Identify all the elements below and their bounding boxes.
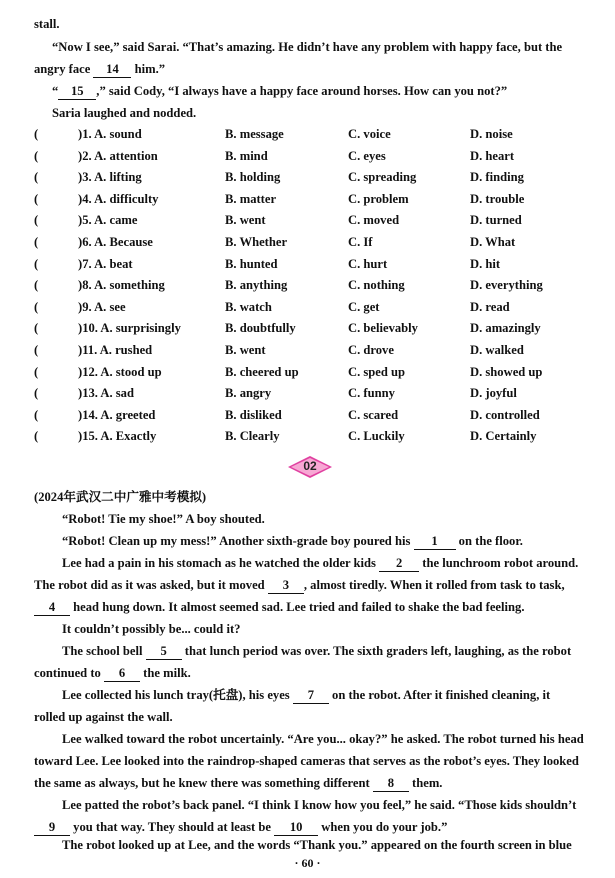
question-row [34, 365, 594, 381]
option-d: D. controlled [470, 407, 540, 422]
question-paren: ( [34, 364, 39, 379]
option-b: B. Clearly [225, 429, 280, 444]
question-row [34, 127, 594, 143]
section-number: 02 [303, 459, 317, 473]
blank-1: 1 [414, 533, 456, 550]
option-c: C. believably [348, 321, 418, 336]
question-paren: ( [34, 321, 39, 336]
question-row [34, 321, 594, 337]
question-paren: ( [34, 170, 39, 185]
question-paren: ( [34, 256, 39, 271]
option-b: B. cheered up [225, 364, 299, 379]
option-a: )14. A. greeted [78, 407, 156, 422]
passage-line: It couldn’t possibly be... could it? [62, 622, 241, 636]
question-paren: ( [34, 148, 39, 163]
option-a: )13. A. sad [78, 386, 134, 401]
option-b: B. mind [225, 148, 268, 163]
blank-5: 5 [146, 643, 182, 660]
question-row [34, 429, 594, 445]
option-d: D. trouble [470, 191, 525, 206]
question-row [34, 278, 594, 294]
option-c: C. moved [348, 213, 400, 228]
question-paren: ( [34, 213, 39, 228]
blank-7: 7 [293, 687, 329, 704]
passage-line: stall. [34, 17, 60, 31]
option-d: D. finding [470, 170, 524, 185]
passage-line: Lee patted the robot’s back panel. “I think I know how you feel,” he said. “Those kids shouldn’t [62, 798, 577, 812]
passage-line: continued to 6 the milk. [34, 666, 191, 680]
option-a: )12. A. stood up [78, 364, 162, 379]
question-row [34, 386, 594, 402]
question-row [34, 192, 594, 208]
source-label: (2024年武汉二中广雅中考模拟) [34, 490, 207, 504]
question-paren: ( [34, 299, 39, 314]
question-row [34, 235, 594, 251]
option-c: C. voice [348, 127, 391, 141]
blank-9: 9 [34, 819, 70, 836]
option-c: C. hurt [348, 256, 388, 271]
option-a: )5. A. came [78, 213, 138, 228]
option-b: B. message [225, 127, 284, 141]
passage-line: The robot looked up at Lee, and the words “Thank you.” appeared on the fourth screen in blue [62, 838, 572, 852]
blank-8: 8 [373, 775, 409, 792]
question-paren: ( [34, 191, 39, 206]
option-d: D. joyful [470, 386, 517, 401]
option-a: )1. A. sound [78, 127, 142, 141]
question-row [34, 257, 594, 273]
option-a: )11. A. rushed [78, 343, 153, 357]
option-c: C. If [348, 235, 373, 249]
question-row [34, 408, 594, 424]
page-number: · 60 · [294, 856, 321, 870]
blank-14: 14 [93, 61, 131, 78]
option-c: C. funny [348, 386, 395, 401]
option-c: C. eyes [348, 148, 386, 163]
passage-line: rolled up against the wall. [34, 710, 173, 724]
passage-line: 4 head hung down. It almost seemed sad. Lee tried and failed to shake the bad feeling. [34, 599, 524, 616]
option-d: D. Certainly [470, 429, 537, 444]
question-row [34, 149, 594, 165]
question-paren: ( [34, 235, 39, 249]
option-a: )4. A. difficulty [78, 191, 159, 206]
passage-line: “Robot! Tie my shoe!” A boy shouted. [62, 512, 265, 526]
question-paren: ( [34, 407, 39, 422]
question-row [34, 300, 594, 316]
question-paren: ( [34, 127, 39, 141]
blank-15: 15 [58, 83, 96, 100]
passage-line: “Now I see,” said Sarai. “That’s amazing. He didn’t have any problem with happy face, but the [52, 40, 563, 54]
option-b: B. holding [225, 170, 281, 185]
option-d: D. showed up [470, 364, 543, 379]
option-c: C. problem [348, 191, 409, 206]
option-d: D. turned [470, 213, 522, 228]
option-a: )9. A. see [78, 299, 126, 314]
blank-10: 10 [274, 819, 318, 836]
passage-line: the same as always, but he knew there was something different 8 them. [34, 776, 443, 790]
passage-line: Lee walked toward the robot uncertainly. “Are you... okay?” he asked. The robot turned his head [62, 732, 584, 746]
option-a: )6. A. Because [78, 235, 153, 249]
option-c: C. Luckily [348, 429, 405, 444]
option-d: D. amazingly [470, 321, 541, 336]
blank-4: 4 [34, 599, 70, 616]
question-paren: ( [34, 386, 39, 401]
section-badge [288, 456, 332, 478]
option-c: C. drove [348, 343, 394, 357]
option-a: )7. A. beat [78, 256, 133, 271]
option-b: B. Whether [225, 235, 288, 249]
passage-line: The robot did as it was asked, but it moved 3 , almost tiredly. When it rolled from task to task, [34, 578, 565, 592]
option-c: C. scared [348, 407, 399, 422]
passage-line: 9 you that way. They should at least be 10 when you do your job.” [34, 819, 447, 836]
question-paren: ( [34, 343, 39, 357]
option-d: D. heart [470, 148, 515, 163]
question-row [34, 343, 594, 359]
option-a: )15. A. Exactly [78, 429, 157, 444]
option-b: B. doubtfully [225, 321, 296, 336]
passage-line: Lee had a pain in his stomach as he watched the older kids 2 the lunchroom robot around. [62, 556, 579, 570]
option-d: D. walked [470, 343, 524, 357]
passage-line: “Robot! Clean up my mess!” Another sixth-grade boy poured his 1 on the floor. [62, 534, 523, 548]
option-c: C. sped up [348, 364, 406, 379]
option-b: B. angry [225, 386, 272, 401]
passage-line: Saria laughed and nodded. [52, 106, 197, 120]
option-d: D. hit [470, 256, 501, 271]
option-a: )3. A. lifting [78, 170, 142, 185]
option-d: D. read [470, 299, 510, 314]
option-b: B. disliked [225, 407, 282, 422]
blank-6: 6 [104, 665, 140, 682]
option-b: B. hunted [225, 256, 278, 271]
option-a: )2. A. attention [78, 148, 158, 163]
option-b: B. matter [225, 191, 277, 206]
option-b: B. watch [225, 299, 272, 314]
question-paren: ( [34, 278, 39, 293]
question-row [34, 170, 594, 186]
option-d: D. noise [470, 127, 513, 141]
blank-3: 3 [268, 577, 304, 594]
passage-line: Lee collected his lunch tray(托盘), his eyes 7 on the robot. After it finished cleaning, it [62, 688, 551, 702]
option-c: C. get [348, 299, 380, 314]
blank-2: 2 [379, 555, 419, 572]
question-row [34, 213, 594, 229]
option-d: D. everything [470, 278, 543, 293]
question-paren: ( [34, 429, 39, 444]
option-c: C. spreading [348, 170, 417, 185]
option-b: B. anything [225, 278, 288, 293]
passage-line: The school bell 5 that lunch period was over. The sixth graders left, laughing, as the robot [62, 644, 572, 658]
option-b: B. went [225, 213, 266, 228]
option-d: D. What [470, 235, 516, 249]
passage-line: “ 15 ,” said Cody, “I always have a happy face around horses. How can you not?” [52, 84, 508, 98]
passage-line: toward Lee. Lee looked into the raindrop-shaped cameras that serves as the robot’s eyes. They looked [34, 754, 579, 768]
option-c: C. nothing [348, 278, 405, 293]
option-b: B. went [225, 343, 266, 357]
passage-line: angry face 14 him.” [34, 62, 166, 76]
option-a: )10. A. surprisingly [78, 321, 181, 336]
option-a: )8. A. something [78, 278, 165, 293]
